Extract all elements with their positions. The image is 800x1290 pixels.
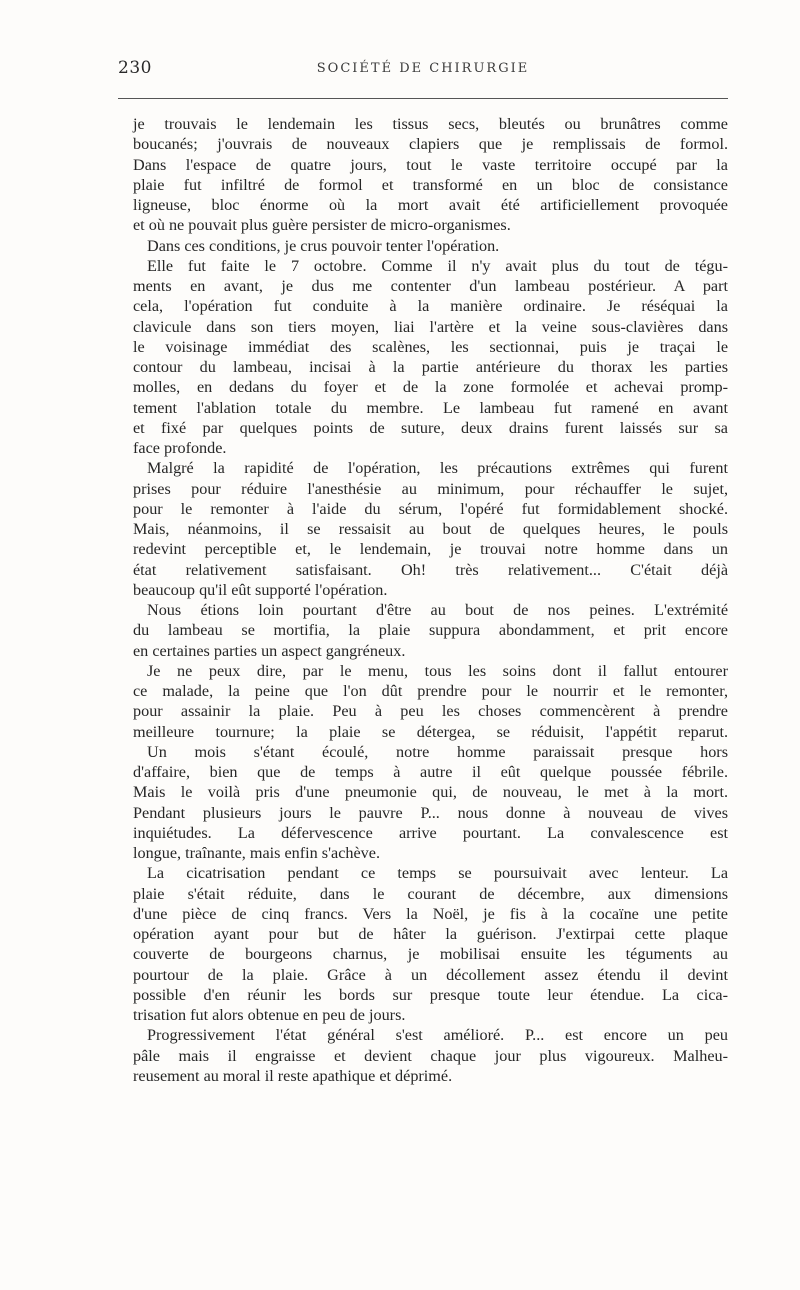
- text-line: du lambeau se mortifia, la plaie suppura abondamment, et prit encore: [133, 621, 728, 640]
- text-line: prises pour réduire l'anesthésie au minimum, pour réchauffer le sujet,: [133, 479, 728, 498]
- text-line: possible d'en réunir les bords sur presque toute leur étendue. La cica-: [133, 985, 728, 1004]
- text-line: plaie fut infiltré de formol et transformé en un bloc de consistance: [133, 175, 728, 194]
- text-line: Progressivement l'état général s'est amélioré. P... est encore un peu: [147, 1026, 728, 1045]
- text-line: Dans l'espace de quatre jours, tout le vaste territoire occupé par la: [133, 155, 728, 174]
- text-line: Je ne peux dire, par le menu, tous les soins dont il fallut entourer: [147, 661, 728, 680]
- text-line: ligneuse, bloc énorme où la mort avait été artificiellement provoquée: [133, 196, 728, 214]
- text-line: Un mois s'étant écoulé, notre homme paraissait presque hors: [147, 742, 728, 761]
- text-line: en certaines parties un aspect gangréneux.: [133, 641, 406, 660]
- text-line: clavicule dans son tiers moyen, liai l'artère et la veine sous-clavières dans: [133, 317, 728, 336]
- text-line: Mais, néanmoins, il se ressaisit au bout de quelques heures, le pouls: [133, 520, 728, 538]
- text-line: pour le remonter à l'aide du sérum, l'opéré fut formidablement shocké.: [133, 499, 728, 518]
- text-line: ce malade, la peine que l'on dût prendre pour le nourrir et le remonter,: [133, 682, 728, 700]
- text-line: opération ayant pour but de hâter la guérison. J'extirpai cette plaque: [133, 925, 728, 943]
- text-line: La cicatrisation pendant ce temps se poursuivait avec lenteur. La: [147, 864, 728, 883]
- text-line: couverte de bourgeons charnus, je mobilisai ensuite les téguments au: [133, 945, 728, 964]
- text-line: meilleure tournure; la plaie se détergea, se réduisit, l'appétit reparut.: [133, 722, 728, 741]
- text-line: état relativement satisfaisant. Oh! très relativement... C'était déjà: [133, 560, 728, 579]
- text-line: le voisinage immédiat des scalènes, les sectionnai, puis je traçai le: [133, 337, 728, 356]
- text-line: Mais le voilà pris d'une pneumonie qui, de nouveau, le met à la mort.: [133, 783, 728, 802]
- text-line: ments en avant, je dus me contenter d'un lambeau postérieur. A part: [133, 277, 728, 295]
- text-line: trisation fut alors obtenue en peu de jours.: [133, 1006, 406, 1024]
- text-line: pâle mais il engraisse et devient chaque jour plus vigoureux. Malheu-: [133, 1046, 728, 1065]
- text-line: et fixé par quelques points de suture, deux drains furent laissés sur sa: [133, 418, 728, 437]
- text-line: contour du lambeau, incisai à la partie antérieure du thorax les parties: [133, 358, 728, 376]
- running-head: SOCIÉTÉ DE CHIRURGIE: [316, 61, 530, 76]
- text-line: Dans ces conditions, je crus pouvoir tenter l'opération.: [147, 236, 500, 255]
- page-number: 230: [118, 58, 152, 78]
- page-header: [118, 58, 728, 88]
- text-line: face profonde.: [133, 439, 227, 457]
- text-line: redevint perceptible et, le lendemain, je trouvai notre homme dans un: [133, 540, 728, 559]
- text-line: d'affaire, bien que de temps à autre il eût quelque poussée fébrile.: [133, 763, 728, 781]
- text-line: beaucoup qu'il eût supporté l'opération.: [133, 580, 388, 599]
- text-line: molles, en dedans du foyer et de la zone formolée et achevai promp-: [133, 378, 728, 397]
- text-line: inquiétudes. La défervescence arrive pourtant. La convalescence est: [133, 823, 728, 842]
- text-line: reusement au moral il reste apathique et déprimé.: [133, 1066, 453, 1085]
- text-line: boucanés; j'ouvrais de nouveaux clapiers que je remplissais de formol.: [133, 135, 728, 154]
- text-line: Nous étions loin pourtant d'être au bout de nos peines. L'extrémité: [147, 601, 728, 619]
- text-line: et où ne pouvait plus guère persister de micro-organismes.: [133, 216, 511, 235]
- text-line: tement l'ablation totale du membre. Le lambeau fut ramené en avant: [133, 398, 728, 417]
- text-line: Pendant plusieurs jours le pauvre P... nous donne à nouveau de vives: [133, 803, 728, 822]
- text-line: pourtour de la plaie. Grâce à un décollement assez étendu il devint: [133, 965, 728, 984]
- text-line: longue, traînante, mais enfin s'achève.: [133, 844, 380, 862]
- text-line: plaie s'était réduite, dans le courant de décembre, aux dimensions: [133, 884, 728, 903]
- header-rule: [118, 98, 728, 99]
- text-line: je trouvais le lendemain les tissus secs, bleutés ou brunâtres comme: [133, 115, 728, 133]
- text-line: pour assainir la plaie. Peu à peu les choses commencèrent à prendre: [133, 702, 728, 721]
- text-line: Elle fut faite le 7 octobre. Comme il n'y avait plus du tout de tégu-: [147, 256, 728, 275]
- text-line: cela, l'opération fut conduite à la manière ordinaire. Je réséquai la: [133, 297, 728, 316]
- text-line: d'une pièce de cinq francs. Vers la Noël, je fis à la cocaïne une petite: [133, 904, 728, 923]
- body-text: [133, 114, 728, 1086]
- text-line: Malgré la rapidité de l'opération, les précautions extrêmes qui furent: [147, 459, 728, 478]
